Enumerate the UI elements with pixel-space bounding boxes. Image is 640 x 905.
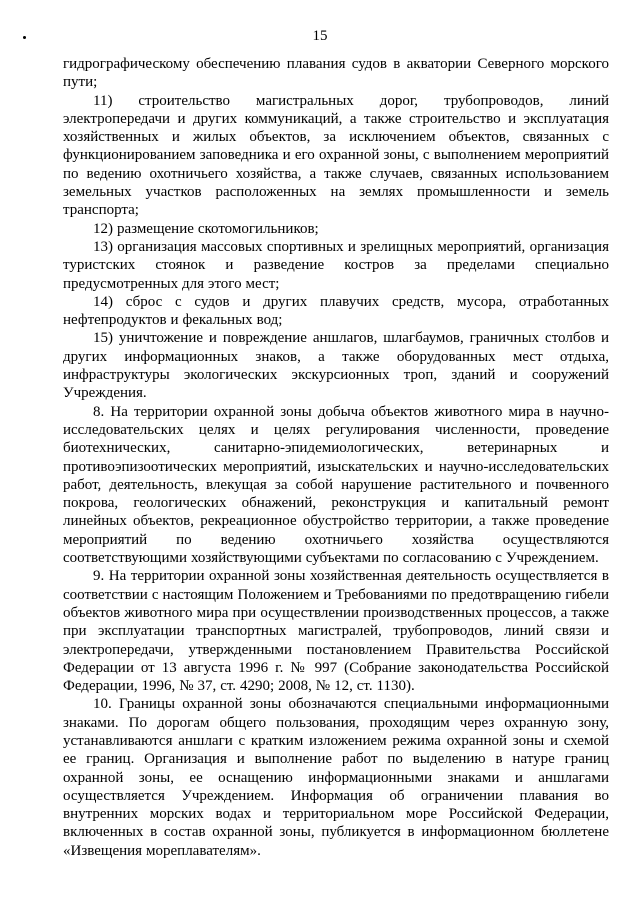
- clause-8: 8. На территории охранной зоны добыча объектов животного мира в научно-исследовательских целях и целях регулирования численности, проведение биотехнических, санитарно-эпидемиологических, ветеринарных и противоэпизоотических мероприятий, изыскательских и научно-исследовательских работ, деятельность, влекущая за собой нарушение растительного и почвенного покрова, геологических обнажений, реконструкция и капитальный ремонт линейных объектов, рекреационное обустройство территории, а также проведение мероприятий по ведению охотничьего хозяйства осуществляются соответствующими хозяйствующими субъектами по согласованию с Учреждением.: [63, 403, 609, 567]
- document-body: [63, 55, 609, 860]
- clause-10: 10. Границы охранной зоны обозначаются специальными информационными знаками. По дорогам общего пользования, проходящим через охранную зону, устанавливаются аншлаги с кратким изложением режима охранной зоны и схемой ее границ. Организация и выполнение работ по выделению в натуре границ охранной зоны, ее оснащению информационными знаками и аншлагами осуществляется Учреждением. Информация об ограничении плавания во внутренних морских водах и территориальном море Российской Федерации, включенных в состав охранной зоны, публикуется в информационном бюллетене «Извещения мореплавателям».: [63, 696, 609, 859]
- list-item-12: 12) размещение скотомогильников;: [93, 220, 319, 237]
- list-item-11: 11) строительство магистральных дорог, трубопроводов, линий электропередачи и других коммуникаций, а также строительство и эксплуатация хозяйственных и жилых объектов, за исключением объектов, связанных с функционированием заповедника и его охранной зоны, с выполнением мероприятий по ведению охотничьего хозяйства, а также случаев, связанных использованием земельных участков расположенных на землях промышленности и земель транспорта;: [63, 92, 609, 219]
- paragraph-continuation: гидрографическому обеспечению плавания судов в акватории Северного морского пути;: [63, 56, 609, 91]
- clause-9: 9. На территории охранной зоны хозяйственная деятельность осуществляется в соответствии с настоящим Положением и Требованиями по предотвращению гибели объектов животного мира при осуществлении производственных процессов, а также при эксплуатации транспортных магистралей, трубопроводов, линий связи и электропередачи, утвержденными постановлением Правительства Российской Федерации от 13 августа 1996 г. № 997 (Собрание законодательства Российской Федерации, 1996, № 37, ст. 4290; 2008, № 12, ст. 1130).: [63, 568, 609, 695]
- list-item-15: 15) уничтожение и повреждение аншлагов, шлагбаумов, граничных столбов и других информационных знаков, а также оборудованных мест отдыха, инфраструктуры экологических экскурсионных троп, зданий и сооружений Учреждения.: [63, 330, 609, 402]
- list-item-13: 13) организация массовых спортивных и зрелищных мероприятий, организация туристских стоянок и разведение костров за пределами специально предусмотренных для этого мест;: [63, 238, 609, 292]
- list-item-14: 14) сброс с судов и других плавучих средств, мусора, отработанных нефтепродуктов и фекальных вод;: [63, 293, 609, 329]
- page-number: 15: [312, 28, 328, 44]
